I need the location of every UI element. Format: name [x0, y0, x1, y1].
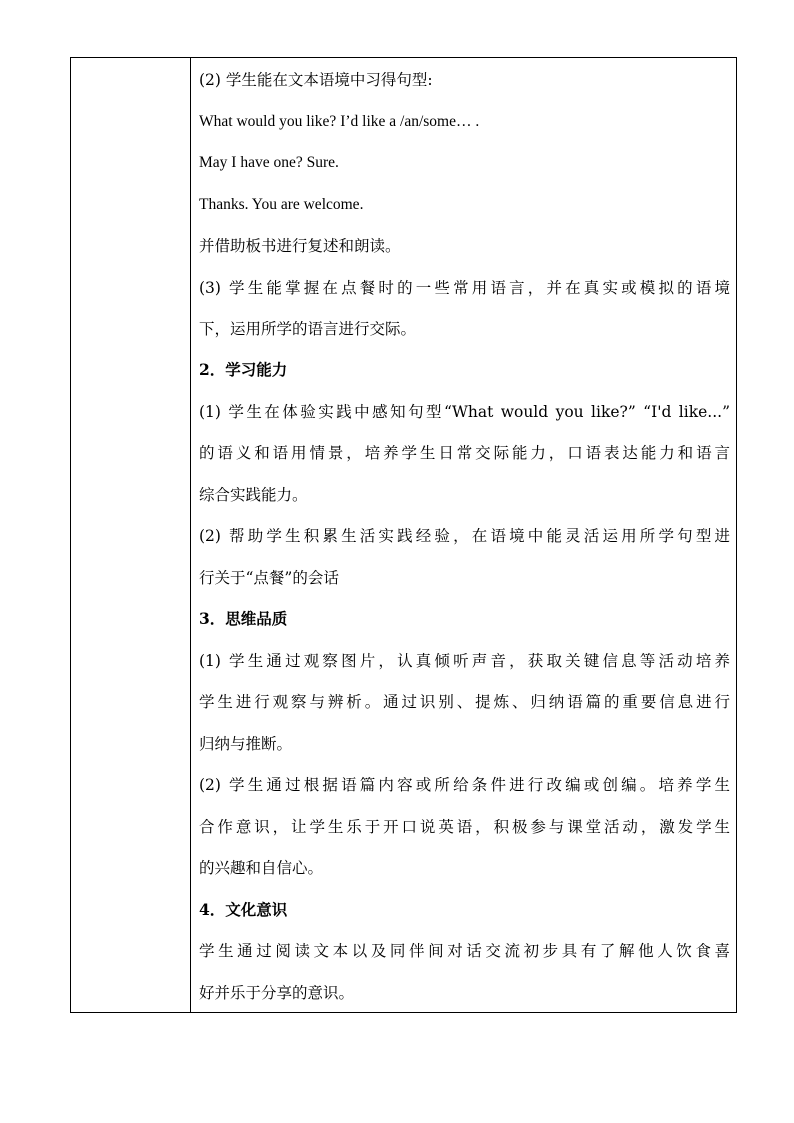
section-heading: 3．思维品质 [199, 609, 288, 628]
text-line: 行关于“点餐”的会话 [199, 569, 339, 587]
text-line: Thanks. You are welcome. [199, 196, 364, 213]
text-line: 的语义和语用情景，培养学生日常交际能力，口语表达能力和语言 [199, 444, 730, 462]
table-right-column [191, 58, 736, 1012]
text-line: (3) 学生能掌握在点餐时的一些常用语言，并在真实或模拟的语境 [199, 279, 730, 297]
content-table [70, 57, 737, 1013]
section-heading: 2．学习能力 [199, 360, 288, 379]
text-line: May I have one? Sure. [199, 154, 339, 171]
text-line: 学生进行观察与辨析。通过识别、提炼、归纳语篇的重要信息进行 [199, 693, 730, 711]
text-line: 学生通过阅读文本以及同伴间对话交流初步具有了解他人饮食喜 [199, 942, 730, 960]
text-line: 并借助板书进行复述和朗读。 [199, 237, 401, 255]
section-heading: 4．文化意识 [199, 900, 288, 919]
text-line: 综合实践能力。 [199, 486, 308, 504]
text-line: (1) 学生通过观察图片，认真倾听声音，获取关键信息等活动培养 [199, 652, 730, 670]
text-line: (1) 学生在体验实践中感知句型“What would you like?” “I'd like...” [199, 403, 730, 421]
text-line: (2) 学生能在文本语境中习得句型: [199, 71, 433, 89]
table-left-column [71, 58, 191, 1012]
text-line: 合作意识，让学生乐于开口说英语，积极参与课堂活动，激发学生 [199, 818, 730, 836]
text-line: 归纳与推断。 [199, 735, 293, 753]
text-line: 下，运用所学的语言进行交际。 [199, 320, 417, 338]
text-line: (2) 学生通过根据语篇内容或所给条件进行改编或创编。培养学生 [199, 776, 730, 794]
text-line: 好并乐于分享的意识。 [199, 984, 355, 1002]
text-line: What would you like? I’d like a /an/some… . [199, 113, 480, 130]
text-line: 的兴趣和自信心。 [199, 859, 324, 877]
text-line: (2) 帮助学生积累生活实践经验，在语境中能灵活运用所学句型进 [199, 527, 730, 545]
